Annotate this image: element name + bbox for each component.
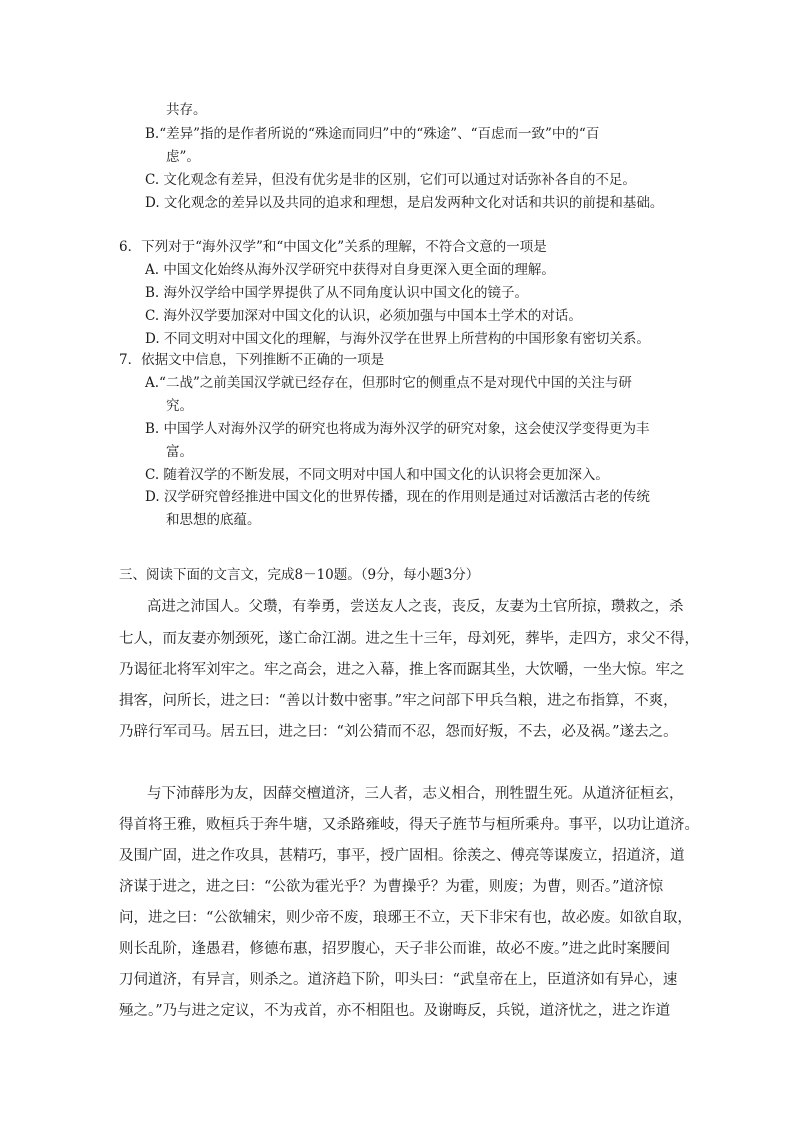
passage-line: 高进之沛国人。父瓒，有拳勇，尝送友人之丧，丧反，友妻为土官所掠，瓒救之，杀 <box>147 599 684 615</box>
option-b-line2: 虑”。 <box>166 149 200 165</box>
passage-line: 问，进之曰：“公欲辅宋，则少帝不废，琅琊王不立，天下非宋有也，故必废。如欲自取， <box>119 910 692 926</box>
section-3-heading: 三、阅读下面的文言文，完成8－10题。（9分，每小题3分） <box>119 567 480 583</box>
question-7-option-a-line2: 究。 <box>166 398 193 414</box>
question-6-option-a: A. 中国文化始终从海外汉学研究中获得对自身更深入更全面的理解。 <box>145 262 555 278</box>
question-7-stem: 7．依据文中信息，下列推断不正确的一项是 <box>119 352 385 368</box>
passage-line: 七人，而友妻亦刎颈死，遂亡命江湖。进之生十三年，母刘死，葬毕，走四方，求父不得， <box>119 631 699 647</box>
passage-line: 济谋于进之，进之曰：“公欲为霍光乎？为曹操乎？为霍，则废；为曹，则否。”道济惊 <box>119 879 664 895</box>
passage-line: 乃谒征北将军刘牢之。牢之高会，进之入幕，推上客而踞其坐，大饮嚼，一坐大惊。牢之 <box>119 662 685 678</box>
question-6-option-b: B. 海外汉学给中国学界提供了从不同角度认识中国文化的镜子。 <box>145 285 529 301</box>
passage-line: 与下沛薛彤为友，因薛交檀道济，三人者，志义相合，刑牲盟生死。从道济征桓玄， <box>147 786 684 802</box>
question-7-option-b-line1: B. 中国学人对海外汉学的研究也将成为海外汉学的研究对象，这会使汉学变得更为丰 <box>145 421 650 437</box>
question-7-option-c: C. 随着汉学的不断发展，不同文明对中国人和中国文化的认识将会更加深入。 <box>145 467 609 483</box>
question-6-option-d: D. 不同文明对中国文化的理解，与海外汉学在世界上所营构的中国形象有密切关系。 <box>145 331 650 347</box>
question-7-option-a-line1: A.“二战”之前美国汉学就已经存在，但那时它的侧重点不是对现代中国的关注与研 <box>145 375 632 391</box>
passage-line: 乃辟行军司马。居五曰，进之曰：“刘公猜而不忍，怨而好叛，不去，必及祸。”遂去之。 <box>119 724 678 740</box>
question-7-option-d-line2: 和思想的底蕴。 <box>166 512 261 528</box>
passage-line: 揖客，问所长，进之曰：“善以计数中密事。”牢之问部下甲兵刍粮，进之布指算，不爽， <box>119 693 678 709</box>
passage-line: 则长乱阶，逢愚君，修德布惠，招罗腹心，天子非公而谁，故必不废。”进之此时案腰间 <box>119 941 671 957</box>
option-a-continuation: 共存。 <box>166 102 207 118</box>
question-7-option-b-line2: 富。 <box>166 444 193 460</box>
passage-line: 刀伺道济，有异言，则杀之。道济趋下阶，叩头曰：“武皇帝在上，臣道济如有异心，速 <box>119 972 678 988</box>
option-c: C. 文化观念有差异，但没有优劣是非的区别，它们可以通过对话弥补各自的不足。 <box>145 172 636 188</box>
passage-line: 殛之。”乃与进之定议，不为戎首，亦不相阻也。及谢晦反，兵锐，道济忧之，进之诈道 <box>119 1003 671 1019</box>
option-b-line1: B.“差异”指的是作者所说的“殊途而同归”中的“殊途”、“百虑而一致”中的“百 <box>145 126 600 142</box>
passage-line: 得首将王雅，败桓兵于奔牛塘，又杀路雍岐，得天子旌节与桓所乘舟。事平，以功让道济。 <box>119 817 699 833</box>
question-7-option-d-line1: D. 汉学研究曾经推进中国文化的世界传播，现在的作用则是通过对话激活古老的传统 <box>145 489 650 505</box>
passage-line: 及围广固，进之作攻具，甚精巧，事平，授广固相。徐羡之、傅亮等谋废立，招道济，道 <box>119 848 685 864</box>
question-6-stem: 6．下列对于“海外汉学”和“中国文化”关系的理解，不符合文意的一项是 <box>119 239 547 255</box>
question-6-option-c: C. 海外汉学要加深对中国文化的认识，必须加强与中国本土学术的对话。 <box>145 308 582 324</box>
option-d: D. 文化观念的差异以及共同的追求和理想，是启发两种文化对话和共识的前提和基础。 <box>145 195 664 211</box>
